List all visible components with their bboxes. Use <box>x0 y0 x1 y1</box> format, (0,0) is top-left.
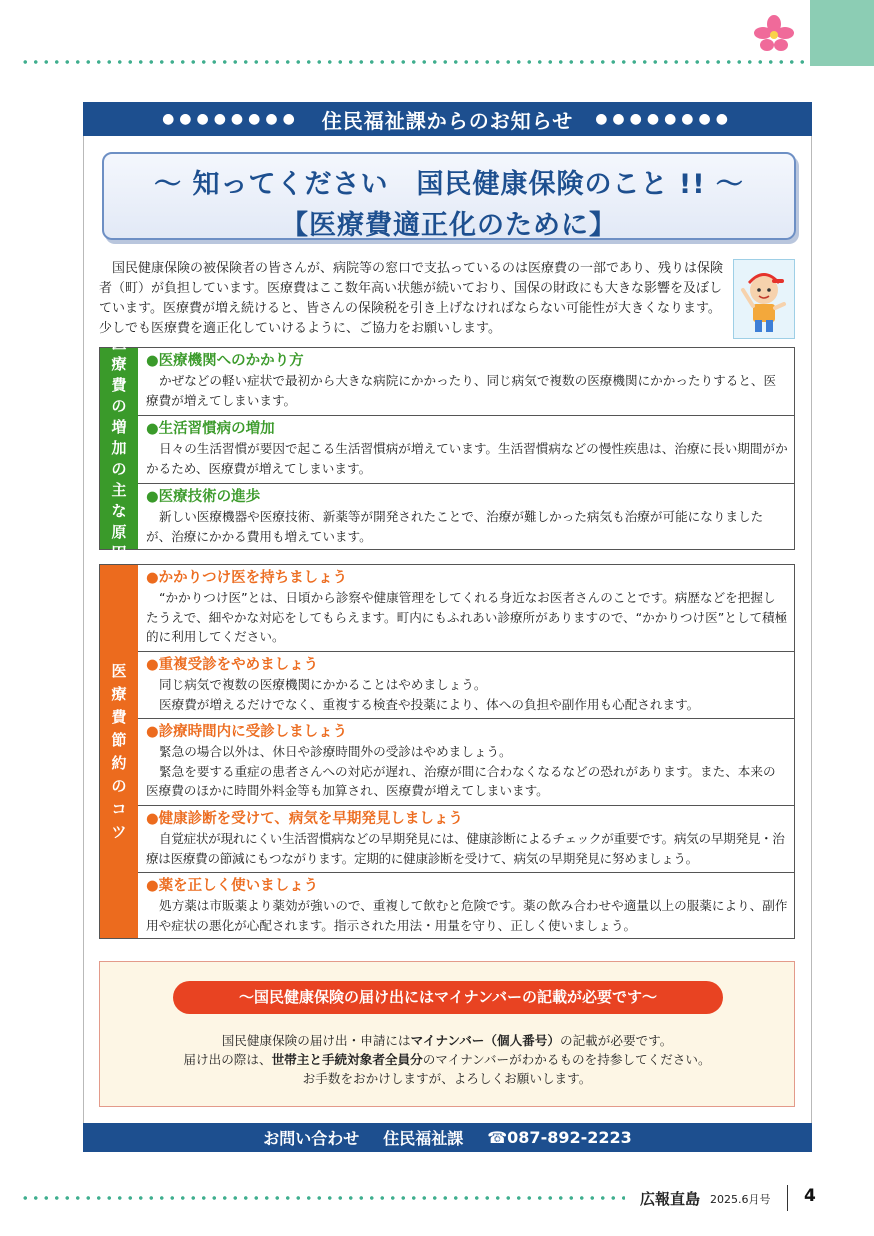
header-bullets-right: ●●●●●●●● <box>595 111 733 127</box>
tip-item-title: ●診療時間内に受診しましょう <box>146 724 348 740</box>
tip-item-body: “かかりつけ医”とは、日頃から診察や健康管理をしてくれる身近なお医者さんのことです。病歴などを把握したうえで、細やかな対応をしてもらえます。町内にもふれあい診療所がありますので、“かかりつけ医”として積極的に利用してください。 <box>146 590 788 644</box>
bottom-dotted-line <box>20 1195 625 1201</box>
tip-item <box>138 872 794 938</box>
tip-item <box>138 651 794 718</box>
cause-item <box>138 483 794 549</box>
header-bullets-left: ●●●●●●●● <box>162 111 300 127</box>
contact-bar <box>83 1123 812 1152</box>
main-subtitle: 【医療費適正化のために】 <box>281 210 617 241</box>
tip-item-title: ●健康診断を受けて、病気を早期発見しましょう <box>146 811 463 827</box>
cause-item-title: ●医療機関へのかかり方 <box>146 353 304 369</box>
tip-item-body-2: 医療費が増えるだけでなく、重複する検査や投薬により、体への負担や副作用も心配されます。 <box>159 696 700 712</box>
tip-item-title: ●薬を正しく使いましょう <box>146 878 319 894</box>
cause-item-title: ●医療技術の進歩 <box>146 489 261 505</box>
main-title-box <box>102 152 796 240</box>
tip-item-title: ●かかりつけ医を持ちましょう <box>146 570 348 586</box>
notice-line-3: お手数をおかけしますが、よろしくお願いします。 <box>302 1071 592 1086</box>
contact-dept: 住民福祉課 <box>383 1129 464 1148</box>
section-title: 住民福祉課からのお知らせ <box>321 108 574 133</box>
flower-icon <box>752 14 796 54</box>
footer-divider <box>787 1185 788 1211</box>
cause-item <box>138 415 794 483</box>
mascot-icon <box>734 260 794 338</box>
footer-brand: 広報直島 <box>640 1190 701 1208</box>
tip-item-body: 同じ病気で複数の医療機関にかかることはやめましょう。 <box>159 677 487 692</box>
page-number: 4 <box>804 1186 816 1206</box>
tips-side-label: 医療費節約のコツ <box>100 565 138 938</box>
notice-line-2: 届け出の際は、世帯主と手続対象者全員分のマイナンバーがわかるものを持参してください。 <box>183 1052 711 1067</box>
notice-heading: ～国民健康保険の届け出にはマイナンバーの記載が必要です～ <box>173 981 723 1014</box>
causes-side-label: 医療費の増加の主な原因 <box>100 348 138 549</box>
cause-item-body: 日々の生活習慣が要因で起こる生活習慣病が増えています。生活習慣病などの慢性疾患は、治療に長い期間がかかるため、医療費が増えてしまいます。 <box>146 441 788 476</box>
cause-item-body: 新しい医療機器や医療技術、新薬等が開発されたことで、治療が難しかった病気も治療が可能になりましたが、治療にかかる費用も増えています。 <box>146 509 764 544</box>
intro-text: 国民健康保険の被保険者の皆さんが、病院等の窓口で支払っているのは医療費の一部であり、残りは保険者（町）が負担しています。医療費はここ数年高い状態が続いており、国保の財政にも大きな影響を及ぼしています。医療費が増え続けると、皆さんの保険税を引き上げなければならない可能性が大きくなります。少しでも医療費を適正化していけるように、ご協力をお願いします。 <box>99 261 724 336</box>
footer-date: 2025.6月号 <box>710 1193 771 1206</box>
corner-block <box>810 0 874 66</box>
contact-phone: ☎087-892-2223 <box>487 1128 632 1147</box>
tip-item-title: ●重複受診をやめましょう <box>146 657 319 673</box>
cause-item-title: ●生活習慣病の増加 <box>146 421 275 437</box>
mascot-illustration <box>733 259 795 339</box>
tips-table <box>99 564 795 939</box>
mynumber-notice <box>99 961 795 1107</box>
causes-table <box>99 334 795 562</box>
cause-item <box>138 348 794 415</box>
tip-item-body: 自覚症状が現れにくい生活習慣病などの早期発見には、健康診断によるチェックが重要です。病気の早期発見・治療は医療費の節減にもつながります。定期的に健康診断を受けて、病気の早期発見に努めましょう。 <box>146 831 785 866</box>
cause-item-body: かぜなどの軽い症状で最初から大きな病院にかかったり、同じ病気で複数の医療機関にかかったりすると、医療費が増えてしまいます。 <box>146 373 777 408</box>
top-dotted-line <box>20 59 810 65</box>
tip-item-body: 処方薬は市販薬より薬効が強いので、重複して飲むと危険です。薬の飲み合わせや適量以上の服薬により、副作用や症状の悪化が心配されます。指示された用法・用量を守り、正しく使いましょう。 <box>146 898 788 933</box>
notice-line-1: 国民健康保険の届け出・申請にはマイナンバー（個人番号）の記載が必要です。 <box>221 1033 673 1048</box>
main-title: ～ 知ってください 国民健康保険のこと !! ～ <box>154 169 744 200</box>
tip-item-body: 緊急の場合以外は、休日や診療時間外の受診はやめましょう。 <box>159 744 512 759</box>
section-header <box>83 102 812 136</box>
tip-item <box>138 565 794 651</box>
tip-item <box>138 805 794 872</box>
tip-item <box>138 718 794 805</box>
tip-item-body-2: 緊急を要する重症の患者さんへの対応が遅れ、治療が間に合わなくなるなどの恐れがあります。また、本来の医療費のほかに時間外料金等も加算され、医療費が増えてしまいます。 <box>146 763 776 798</box>
contact-label: お問い合わせ <box>263 1129 360 1148</box>
